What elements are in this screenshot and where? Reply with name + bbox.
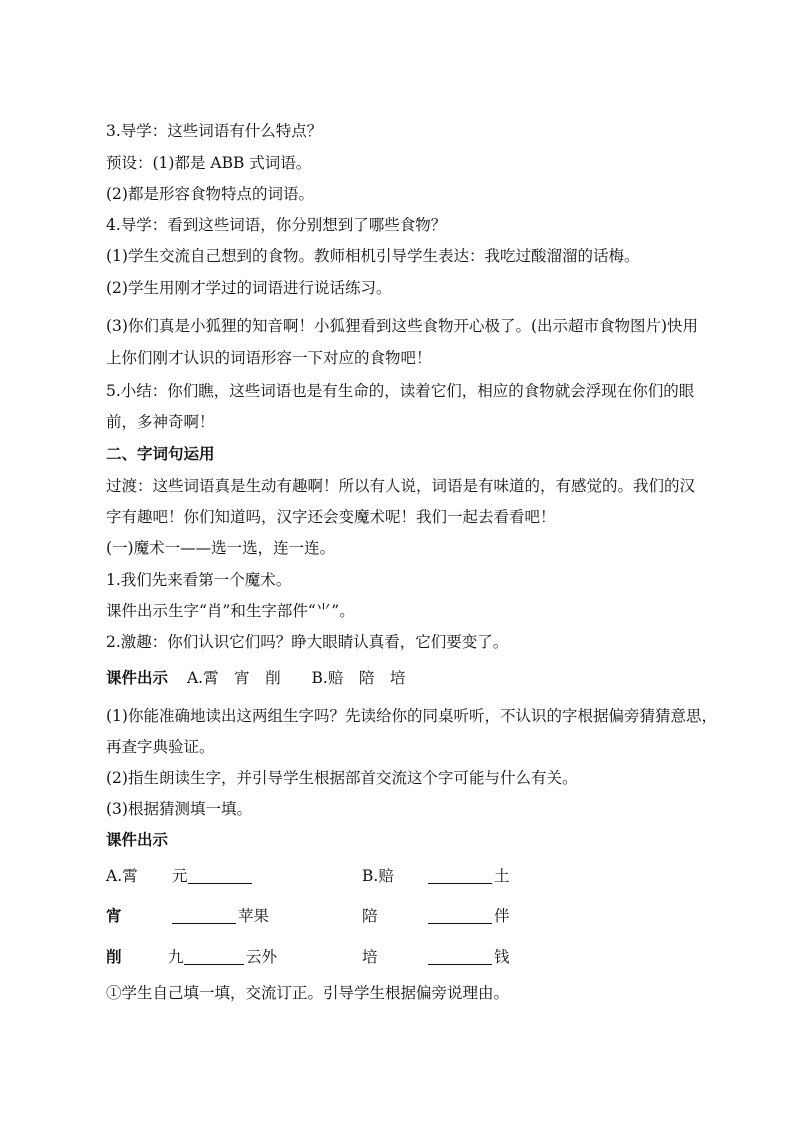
fill-row-1 bbox=[106, 866, 726, 888]
para-fill-instruction: ①学生自己填一填，交流订正。引导学生根据偏旁说理由。 bbox=[106, 984, 510, 1002]
para-4-2: (2)学生用刚才学过的词语进行说话练习。 bbox=[106, 279, 392, 297]
para-summary-line2: 前，多神奇啊！ bbox=[106, 413, 215, 431]
fill-word: 土 bbox=[494, 867, 510, 885]
courseware-label-2: 课件出示 bbox=[106, 830, 169, 849]
fill-word: 苹果 bbox=[238, 907, 270, 925]
para-read-line2: 再查字典验证。 bbox=[106, 738, 215, 756]
fill-char: B.赔 bbox=[362, 867, 394, 885]
group-b: B.赔 陪 培 bbox=[311, 669, 406, 687]
fill-word: 元 bbox=[172, 867, 188, 885]
fill-blank[interactable] bbox=[172, 906, 236, 924]
fill-blank[interactable] bbox=[428, 866, 492, 884]
para-guide-4: 4.导学：看到这些词语，你分别想到了哪些食物？ bbox=[106, 216, 447, 234]
section-heading-2: 二、字词句运用 bbox=[106, 444, 215, 463]
para-summary-line1: 5.小结：你们瞧，这些词语也是有生命的，读着它们，相应的食物就会浮现在你们的眼 bbox=[106, 382, 695, 400]
para-magic-1: (一)魔术一——选一选，连一连。 bbox=[106, 539, 336, 557]
fill-char: 宵 bbox=[106, 906, 122, 925]
para-guide-3: 3.导学：这些词语有什么特点？ bbox=[106, 122, 323, 140]
courseware-groups-row bbox=[106, 668, 726, 688]
para-read-line1: (1)你能准确地读出这两组生字吗？先读给你的同桌听听，不认识的字根据偏旁猜猜意思， bbox=[106, 707, 717, 725]
courseware-label: 课件出示 bbox=[106, 668, 169, 687]
fill-word: 九 bbox=[168, 948, 184, 966]
fill-char: A.霄 bbox=[106, 867, 138, 885]
fill-blank[interactable] bbox=[184, 947, 244, 965]
para-read-2: (2)指生朗读生字，并引导学生根据部首交流这个字可能与什么有关。 bbox=[106, 769, 578, 787]
fill-char: 削 bbox=[106, 947, 122, 966]
fill-blank[interactable] bbox=[428, 906, 492, 924]
fill-blank[interactable] bbox=[428, 947, 492, 965]
para-show-chars: 课件出示生字“肖”和生字部件“⺌”。 bbox=[106, 602, 355, 620]
fill-char: 培 bbox=[362, 948, 378, 966]
para-magic-1-2: 2.激趣：你们认识它们吗？睁大眼睛认真看，它们要变了。 bbox=[106, 633, 509, 651]
para-transition-line1: 过渡：这些词语真是生动有趣啊！所以有人说，词语是有味道的，有感觉的。我们的汉 bbox=[106, 477, 696, 495]
para-magic-1-1: 1.我们先来看第一个魔术。 bbox=[106, 571, 292, 589]
para-read-3: (3)根据猜测填一填。 bbox=[106, 800, 252, 818]
fill-word: 钱 bbox=[494, 948, 510, 966]
fill-word: 云外 bbox=[246, 948, 278, 966]
fill-row-2 bbox=[106, 906, 726, 928]
para-4-3-line1: (3)你们真是小狐狸的知音啊！小狐狸看到这些食物开心极了。(出示超市食物图片)快用 bbox=[106, 317, 699, 335]
fill-word: 伴 bbox=[494, 907, 510, 925]
fill-blank[interactable] bbox=[188, 866, 252, 884]
group-a: A.霄 宵 削 bbox=[186, 669, 281, 687]
fill-char: 陪 bbox=[362, 907, 378, 925]
para-preset-2: (2)都是形容食物特点的词语。 bbox=[106, 185, 314, 203]
fill-row-3 bbox=[106, 947, 726, 969]
para-4-1: (1)学生交流自己想到的食物。教师相机引导学生表达：我吃过酸溜溜的话梅。 bbox=[106, 247, 640, 265]
para-transition-line2: 字有趣吧！你们知道吗，汉字还会变魔术呢！我们一起去看看吧！ bbox=[106, 508, 556, 526]
para-preset-1: 预设：(1)都是 ABB 式词语。 bbox=[106, 154, 312, 172]
para-4-3-line2: 上你们刚才认识的词语形容一下对应的食物吧！ bbox=[106, 349, 432, 367]
